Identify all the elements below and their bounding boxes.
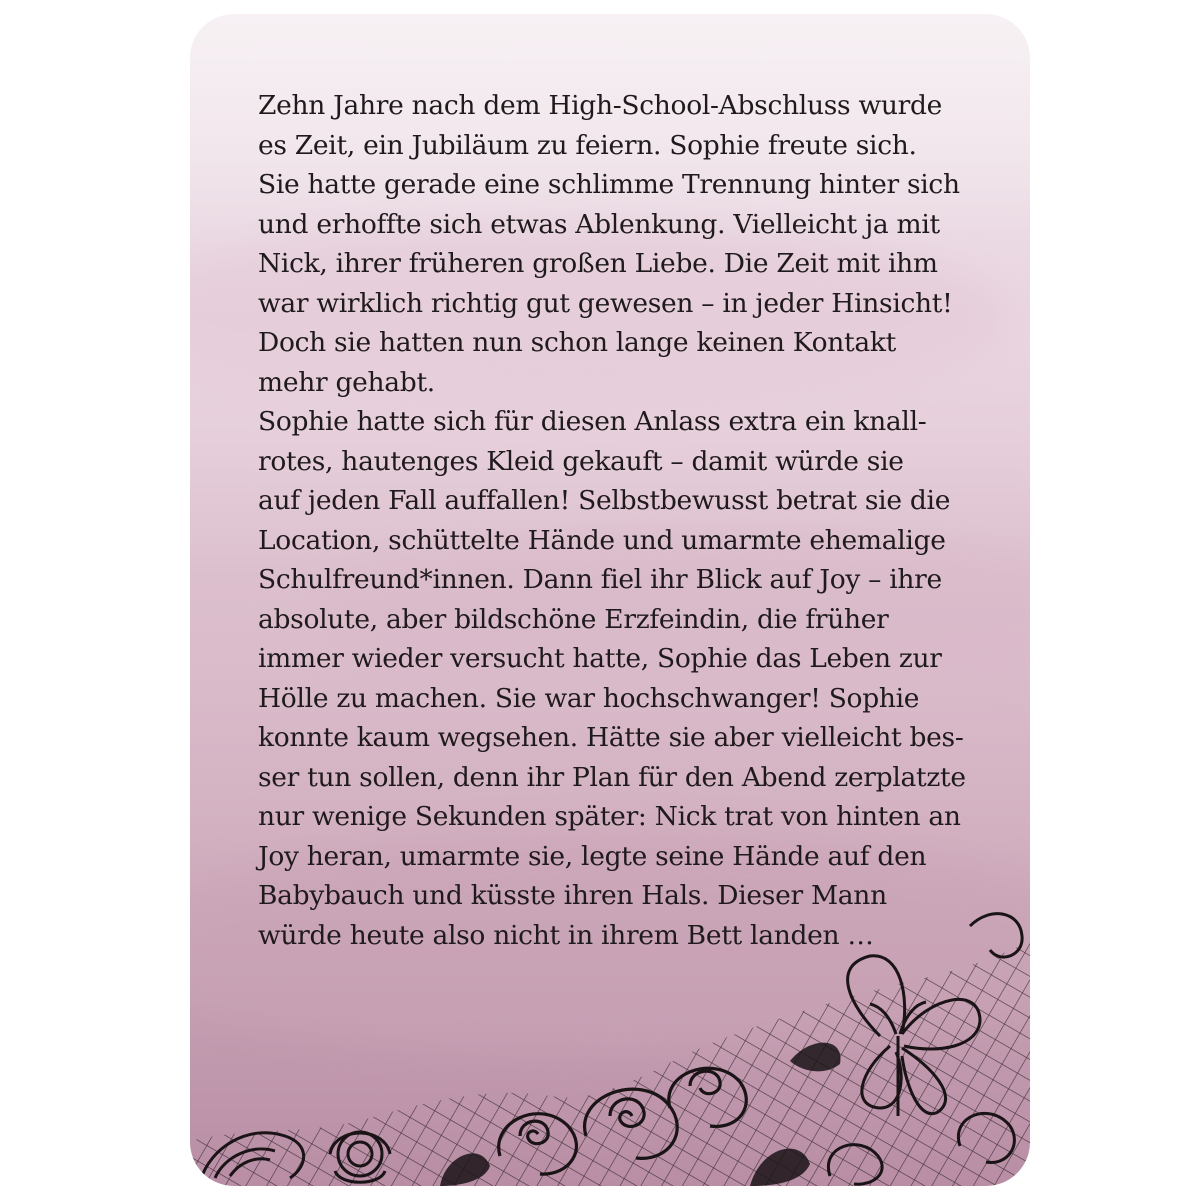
story-line: mehr gehabt. bbox=[258, 366, 435, 398]
story-line: nur wenige Sekunden später: Nick trat von hinten an bbox=[258, 801, 961, 832]
story-line: Doch sie hatten nun schon lange keinen Kontakt bbox=[258, 327, 896, 358]
story-line: und erhoffte sich etwas Ablenkung. Vielleicht ja mit bbox=[258, 208, 940, 240]
story-line: immer wieder versucht hatte, Sophie das Leben zur bbox=[258, 643, 942, 674]
lace-ornament bbox=[190, 886, 1030, 1186]
story-line: es Zeit, ein Jubiläum zu feiern. Sophie freute sich. bbox=[258, 129, 917, 161]
story-line: konnte kaum wegsehen. Hätte sie aber vielleicht bes- bbox=[258, 722, 964, 753]
story-line: Location, schüttelte Hände und umarmte ehemalige bbox=[258, 524, 946, 556]
story-line: Sophie hatte sich für diesen Anlass extra ein knall- bbox=[258, 406, 927, 437]
story-line: war wirklich richtig gut gewesen – in jeder Hinsicht! bbox=[258, 287, 953, 319]
story-line: auf jeden Fall auffallen! Selbstbewusst betrat sie die bbox=[258, 485, 951, 516]
story-line: würde heute also nicht in ihrem Bett landen … bbox=[258, 919, 874, 951]
story-line: Sie hatte gerade eine schlimme Trennung hinter sich bbox=[258, 169, 960, 200]
story-line: Hölle zu machen. Sie war hochschwanger! Sophie bbox=[258, 682, 920, 714]
story-line: absolute, aber bildschöne Erzfeindin, die früher bbox=[258, 603, 889, 635]
story-text bbox=[258, 86, 966, 955]
story-line: Babybauch und küsste ihren Hals. Dieser Mann bbox=[258, 880, 887, 911]
story-line: rotes, hautenges Kleid gekauft – damit würde sie bbox=[258, 445, 904, 477]
story-line: Joy heran, umarmte sie, legte seine Hände auf den bbox=[258, 840, 927, 872]
story-line: Nick, ihrer früheren großen Liebe. Die Zeit mit ihm bbox=[258, 248, 938, 279]
story-line: ser tun sollen, denn ihr Plan für den Abend zerplatzte bbox=[258, 761, 966, 793]
story-line: Zehn Jahre nach dem High-School-Abschluss wurde bbox=[258, 90, 943, 121]
story-line: Schulfreund*innen. Dann fiel ihr Blick auf Joy – ihre bbox=[258, 564, 942, 595]
story-card bbox=[190, 14, 1030, 1186]
